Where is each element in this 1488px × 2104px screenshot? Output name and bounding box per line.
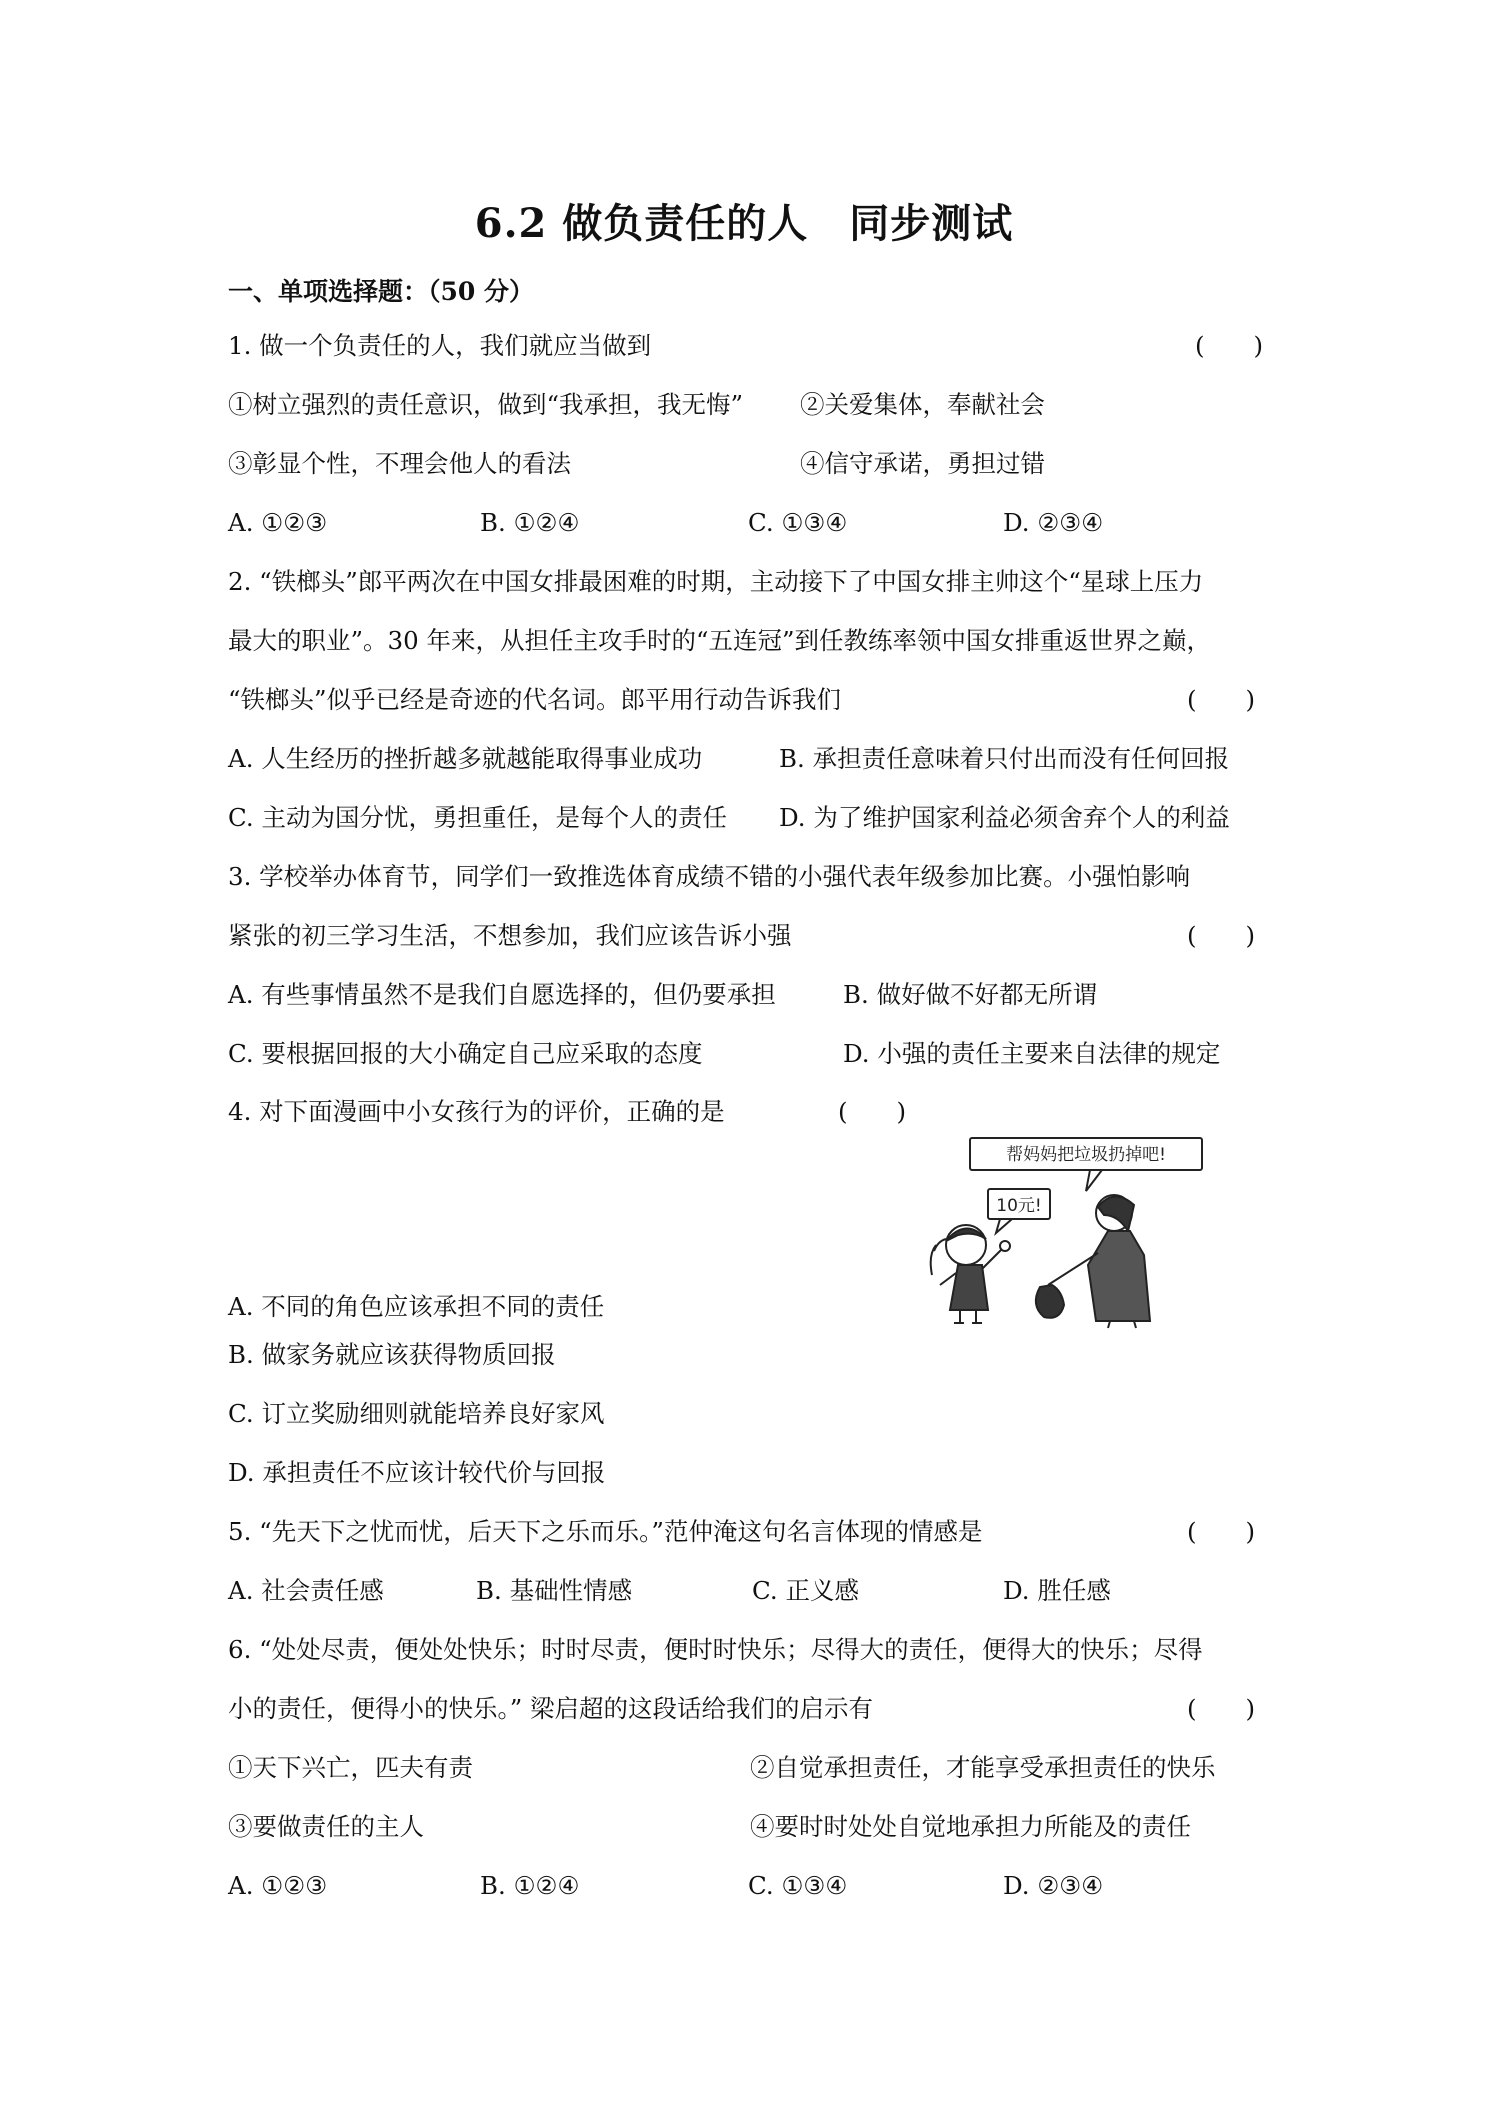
statement: ①树立强烈的责任意识，做到“我承担，我无悔” <box>228 390 744 419</box>
option-d: D. ②③④ <box>1003 508 1104 537</box>
question-stem: 最大的职业”。30 年来，从担任主攻手时的“五连冠”到任教练率领中国女排重返世界之巅， <box>228 626 1212 655</box>
girl-figure <box>931 1225 1010 1323</box>
option-c: C. 正义感 <box>752 1576 859 1605</box>
question-stem: 小的责任，便得小的快乐。” 梁启超的这段话给我们的启示有 <box>228 1694 874 1723</box>
question-stem: 6. “处处尽责，便处处快乐；时时尽责，便时时快乐；尽得大的责任，便得大的快乐；尽得 <box>228 1635 1203 1664</box>
statement: ②自觉承担责任，才能享受承担责任的快乐 <box>750 1753 1216 1782</box>
option-b: B. 做家务就应该获得物质回报 <box>228 1340 556 1369</box>
answer-paren: ( ) <box>1195 331 1264 360</box>
option-d: D. 承担责任不应该计较代价与回报 <box>228 1458 606 1487</box>
answer-paren: ( ) <box>1187 921 1256 950</box>
mother-figure <box>1036 1195 1150 1328</box>
option-c: C. 主动为国分忧，勇担重任，是每个人的责任 <box>228 803 727 832</box>
mother-speech-text: 帮妈妈把垃圾扔掉吧! <box>1006 1145 1166 1165</box>
option-d: D. ②③④ <box>1003 1871 1104 1900</box>
answer-paren: ( ) <box>1187 685 1256 714</box>
option-a: A. ①②③ <box>228 508 328 537</box>
option-d: D. 胜任感 <box>1003 1576 1111 1605</box>
section-heading: 一、单项选择题：（50 分） <box>228 277 534 306</box>
option-b: B. ①②④ <box>480 508 580 537</box>
question-stem: 1. 做一个负责任的人，我们就应当做到 <box>228 331 652 360</box>
statement: ③要做责任的主人 <box>228 1812 424 1841</box>
option-c: C. 订立奖励细则就能培养良好家风 <box>228 1399 605 1428</box>
statement: ③彰显个性，不理会他人的看法 <box>228 449 571 478</box>
option-a: A. 社会责任感 <box>228 1576 384 1605</box>
question-stem: 3. 学校举办体育节，同学们一致推选体育成绩不错的小强代表年级参加比赛。小强怕影响 <box>228 862 1191 891</box>
option-a: A. 不同的角色应该承担不同的责任 <box>228 1292 605 1321</box>
question-stem: 4. 对下面漫画中小女孩行为的评价，正确的是 <box>228 1097 725 1126</box>
question-stem: 2. “铁榔头”郎平两次在中国女排最困难的时期，主动接下了中国女排主帅这个“星球上压力 <box>228 567 1204 596</box>
statement: ④要时时处处自觉地承担力所能及的责任 <box>750 1812 1191 1841</box>
answer-paren: ( ) <box>838 1097 907 1126</box>
option-d: D. 为了维护国家利益必须舍弃个人的利益 <box>779 803 1230 832</box>
question-stem: 5. “先天下之忧而忧，后天下之乐而乐。”范仲淹这句名言体现的情感是 <box>228 1517 983 1546</box>
option-a: A. ①②③ <box>228 1871 328 1900</box>
option-b: B. 承担责任意味着只付出而没有任何回报 <box>779 744 1230 773</box>
option-c: C. 要根据回报的大小确定自己应采取的态度 <box>228 1039 703 1068</box>
option-a: A. 有些事情虽然不是我们自愿选择的，但仍要承担 <box>228 980 776 1009</box>
answer-paren: ( ) <box>1187 1694 1256 1723</box>
page-title: 6.2 做负责任的人 同步测试 <box>474 200 1014 247</box>
cartoon-illustration <box>918 1135 1208 1330</box>
option-b: B. 基础性情感 <box>476 1576 633 1605</box>
girl-speech-text: 10元! <box>996 1196 1042 1216</box>
statement: ④信守承诺，勇担过错 <box>800 449 1045 478</box>
answer-paren: ( ) <box>1187 1517 1256 1546</box>
statement: ②关爱集体，奉献社会 <box>800 390 1045 419</box>
option-d: D. 小强的责任主要来自法律的规定 <box>843 1039 1221 1068</box>
question-stem: 紧张的初三学习生活，不想参加，我们应该告诉小强 <box>228 921 792 950</box>
option-c: C. ①③④ <box>748 508 848 537</box>
option-b: B. 做好做不好都无所谓 <box>843 980 1098 1009</box>
option-c: C. ①③④ <box>748 1871 848 1900</box>
question-stem: “铁榔头”似乎已经是奇迹的代名词。郎平用行动告诉我们 <box>228 685 842 714</box>
statement: ①天下兴亡，匹夫有责 <box>228 1753 473 1782</box>
option-a: A. 人生经历的挫折越多就越能取得事业成功 <box>228 744 703 773</box>
option-b: B. ①②④ <box>480 1871 580 1900</box>
